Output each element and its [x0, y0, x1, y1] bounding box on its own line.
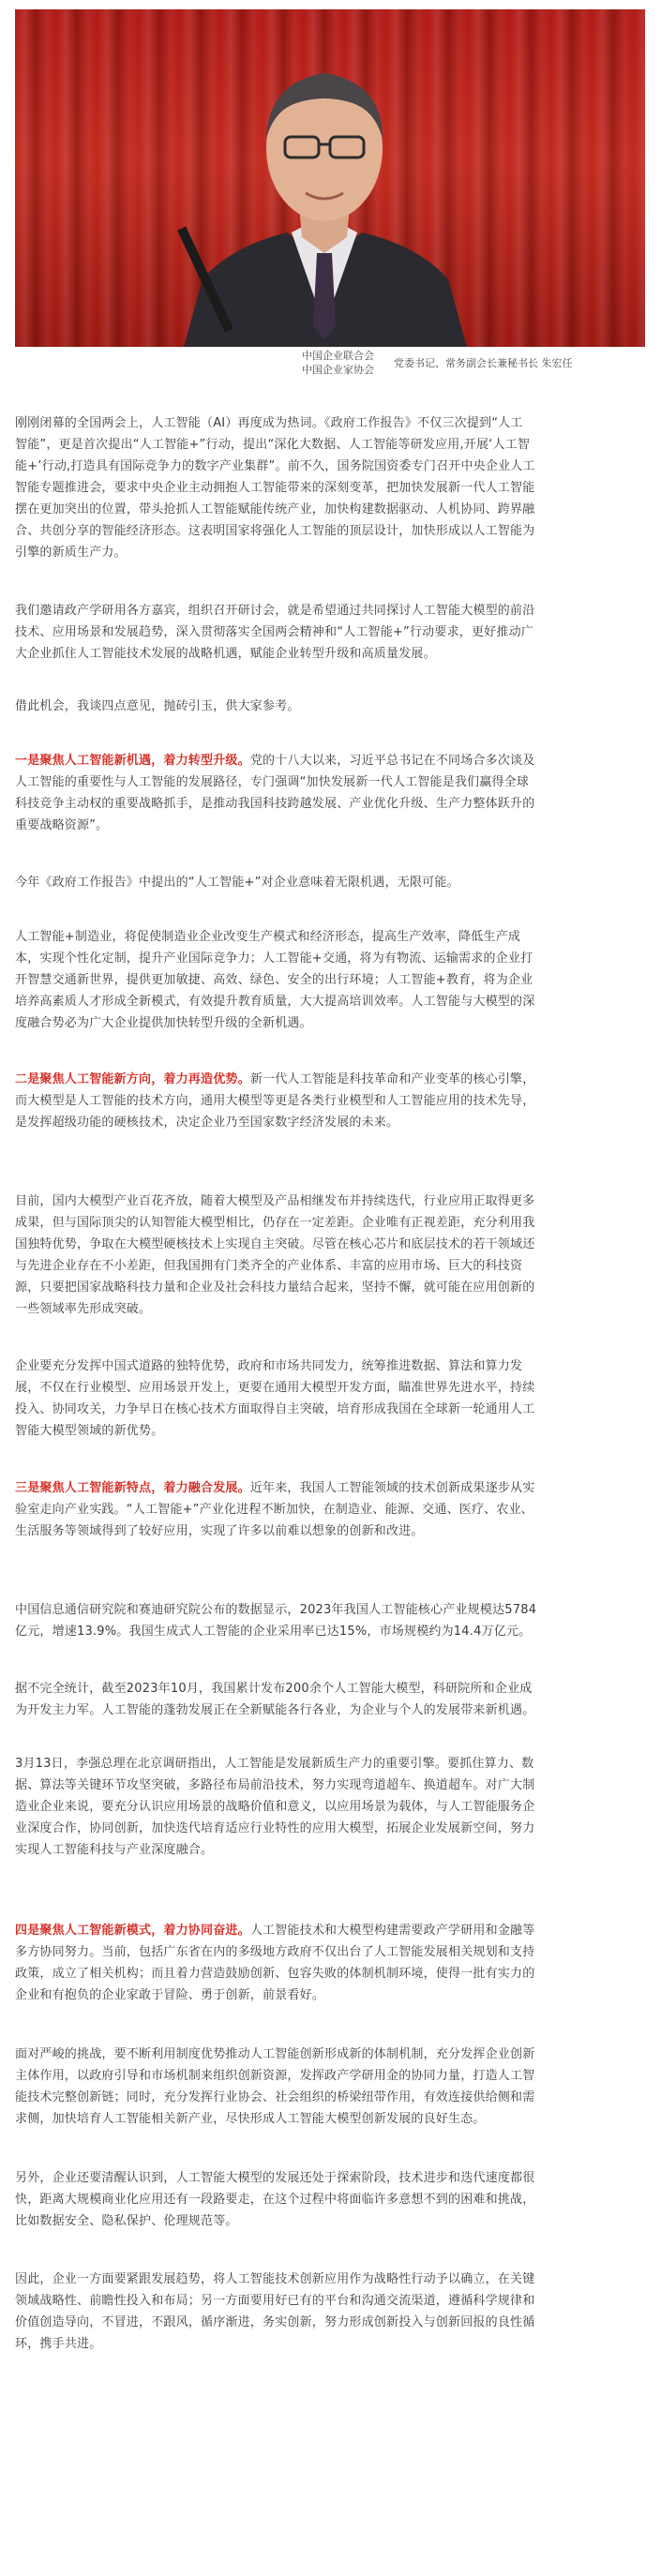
text-line: 主体作用，以政府引导和市场机制来组织创新资源，发挥政产学研用金的协同力量，打造人工智: [15, 2069, 535, 2083]
caption-org-line: 中国企业家协会: [302, 364, 374, 376]
text-line: 企业和有抱负的企业家敢于冒险、勇于创新，前景看好。: [15, 1988, 325, 2002]
paragraph-section-four: [15, 1920, 534, 2006]
text-line: 为开发主力军。人工智能的蓬勃发展正在全新赋能各行各业，为企业与个人的发展带来新机遇。: [15, 1703, 535, 1717]
text-line: 人工智能+制造业，将促使制造业企业改变生产模式和经济形态，提高生产效率，降低生产成: [15, 930, 521, 944]
paragraph: [15, 872, 459, 893]
text-line: 实现人工智能科技与产业深度融合。: [15, 1843, 214, 1857]
text-line: 合、共创分享的智能经济形态。这表明国家将强化人工智能的顶层设计，加快形成以人工智能为: [15, 524, 535, 538]
text-line: 是发挥超级功能的硬核技术，决定企业乃至国家数字经济发展的未来。: [15, 1116, 399, 1130]
text-line: 企业要充分发挥中国式道路的独特优势，政府和市场共同发力，统筹推进数据、算法和算力发: [15, 1359, 523, 1373]
text-line: 多方协同努力。当前，包括广东省在内的多级地方政府不仅出台了人工智能发展相关规划和支持: [15, 1945, 535, 1959]
speaker-photo: [15, 9, 645, 347]
text-line: 开智慧交通新世界，提供更加敏捷、高效、绿色、安全的出行环境；人工智能+教育，将为企业: [15, 973, 533, 987]
photo-caption-organization: [302, 349, 374, 377]
text-line: 摆在更加突出的位置，带头抢抓人工智能赋能传统产业，加快构建数据驱动、人机协同、跨界融: [15, 502, 535, 517]
text-segment: 人工智能技术和大模型构建需要政产学研用和金融等: [249, 1924, 535, 1938]
text-line: 而大模型是人工智能的技术方向，通用大模型等更是各类行业模型和人工智能应用的技术先导，: [15, 1094, 535, 1108]
text-line: 亿元，增速13.9%。我国生成式人工智能的企业采用率已达15%，市场规模约为14.4万亿元。: [15, 1625, 532, 1639]
text-line: [15, 750, 534, 771]
paragraph-section-two: [15, 1069, 534, 1133]
text-line: 投入、协同攻关，力争早日在核心技术方面取得自主突破，培育形成我国在全球新一轮通用人工: [15, 1402, 535, 1416]
text-line: 比如数据安全、隐私保护、伦理规范等。: [15, 2214, 238, 2228]
text-segment: 党的十八大以来，习近平总书记在不同场合多次谈及: [249, 754, 535, 768]
text-segment: 新一代人工智能是科技革命和产业变革的核心引擎，: [249, 1072, 535, 1086]
text-line: 价值创造导向，不冒进，不跟风，循序渐进，务实创新，努力形成创新投入与创新回报的良性循: [15, 2315, 535, 2329]
paragraph: [15, 926, 534, 1034]
text-line: 借此机会，我谈四点意见，抛砖引玉，供大家参考。: [15, 699, 300, 713]
text-line: 政策，成立了相关机构；而且着力营造鼓励创新、包容失败的体制机制环境，使得一批有实力的: [15, 1967, 535, 1981]
text-line: 技术、应用场景和发展趋势，深入贯彻落实全国两会精神和“人工智能+”行动要求，更好推动广: [15, 625, 533, 639]
text-line: 中国信息通信研究院和赛迪研究院公布的数据显示，2023年我国人工智能核心产业规模达5784: [15, 1603, 537, 1617]
text-line: 造业企业来说，要充分认识应用场景的战略价值和意义，以应用场景为载体，与人工智能服务企: [15, 1800, 535, 1814]
text-line: 科技竞争主动权的重要战略抓手，是推动我国科技跨越发展、产业优化升级、生产力整体跃升的: [15, 797, 535, 811]
text-line: 培养高素质人才形成全新模式，有效提升教育质量，大大提高培训效率。人工智能与大模型的深: [15, 995, 535, 1009]
text-line: 智能专题推进会，要求中央企业主动拥抱人工智能带来的深刻变革，把加快发展新一代人工智能: [15, 481, 535, 495]
text-line: 人工智能的重要性与人工智能的发展路径，专门强调“加快发展新一代人工智能是我们赢得全球: [15, 775, 530, 789]
text-line: [15, 1069, 534, 1090]
paragraph-section-three: [15, 1477, 534, 1542]
text-line: 能技术完整创新链；同时，充分发挥行业协会、社会组织的桥梁纽带作用，有效连接供给侧和需: [15, 2090, 535, 2104]
text-line: 目前，国内大模型产业百花齐放，随着大模型及产品相继发布并持续迭代，行业应用正取得更多: [15, 1194, 535, 1208]
text-line: 环，携手共进。: [15, 2337, 102, 2351]
text-line: 因此，企业一方面要紧跟发展趋势，将人工智能技术创新应用作为战略性行动予以确立，在关键: [15, 2272, 535, 2286]
text-segment: 近年来，我国人工智能领域的技术创新成果逐步从实: [249, 1481, 535, 1495]
text-line: 面对严峻的挑战，要不断利用制度优势推动人工智能创新形成新的体制机制，充分发挥企业创新: [15, 2047, 535, 2061]
text-line: 今年《政府工作报告》中提出的“人工智能+”对企业意味着无限机遇，无限可能。: [15, 876, 459, 890]
text-line: 生活服务等领域得到了较好应用，实现了许多以前难以想象的创新和改进。: [15, 1524, 424, 1538]
speaker-figure: [174, 45, 474, 347]
text-line: 一些领域率先形成突破。: [15, 1302, 152, 1316]
paragraph: [15, 2167, 534, 2232]
text-line: 验室走向产业实践。“人工智能+”产业化进程不断加快，在制造业、能源、交通、医疗、农业、: [15, 1503, 533, 1517]
text-line: 国独特优势，争取在大模型硬核技术上实现自主突破。尽管在核心芯片和底层技术的若干领域还: [15, 1237, 535, 1251]
text-line: 成果，但与国际顶尖的认知智能大模型相比，仍存在一定差距。企业唯有正视差距，充分利用我: [15, 1216, 535, 1230]
paragraph: [15, 1599, 536, 1642]
text-line: 业深度合作，协同创新，加快迭代培育适应行业特性的应用大模型，拓展企业发展新空间，努力: [15, 1821, 535, 1835]
text-line: 快，距离大规模商业化应用还有一段路要走，在这个过程中将面临许多意想不到的困难和挑战，: [15, 2193, 535, 2207]
caption-org-line: 中国企业联合会: [302, 350, 374, 362]
text-line: 另外，企业还要清醒认识到，人工智能大模型的发展还处于探索阶段，技术进步和迭代速度都很: [15, 2171, 535, 2185]
section-heading: 三是聚焦人工智能新特点，着力融合发展。: [15, 1481, 250, 1495]
text-line: 领域战略性、前瞻性投入和布局；另一方面要用好已有的平台和沟通交流渠道，遵循科学规律和: [15, 2294, 535, 2308]
text-line: 与先进企业存在不小差距，但我国拥有门类齐全的产业体系、丰富的应用市场、巨大的科技资: [15, 1259, 523, 1273]
paragraph: [15, 2044, 534, 2130]
text-line: 智能”，更是首次提出“人工智能+”行动，提出“深化大数据、人工智能等研发应用,开展‘人工智: [15, 438, 531, 452]
photo-caption-title: 党委书记、常务副会长兼秘书长 朱宏任: [394, 357, 573, 369]
section-heading: 二是聚焦人工智能新方向，着力再造优势。: [15, 1072, 250, 1086]
text-line: 据、算法等关键环节攻坚突破，多路径布局前沿技术，努力实现弯道超车、换道超车。对广大制: [15, 1778, 535, 1792]
text-line: 大企业抓住人工智能技术发展的战略机遇，赋能企业转型升级和高质量发展。: [15, 647, 436, 661]
paragraph: [15, 696, 300, 717]
text-line: 引擎的新质生产力。: [15, 546, 127, 560]
text-line: [15, 1477, 534, 1499]
text-line: 度融合势必为广大企业提供加快转型升级的全新机遇。: [15, 1016, 312, 1030]
text-line: 本，实现个性化定制，提升产业国际竞争力；人工智能+交通，将为有物流、运输需求的企业打: [15, 951, 533, 966]
paragraph: [15, 1355, 534, 1442]
section-heading: 四是聚焦人工智能新模式，着力协同奋进。: [15, 1924, 250, 1938]
paragraph: [15, 1678, 534, 1721]
text-line: 智能大模型领域的新优势。: [15, 1424, 164, 1438]
text-line: 我们邀请政产学研用各方嘉宾，组织召开研讨会，就是希望通过共同探讨人工智能大模型的前沿: [15, 604, 535, 618]
paragraph: [15, 600, 534, 665]
paragraph: [15, 412, 535, 563]
text-line: 展，不仅在行业模型、应用场景开发上，更要在通用大模型开发方面，瞄准世界先进水平，持续: [15, 1381, 535, 1395]
text-line: 据不完全统计，截至2023年10月，我国累计发布200余个人工智能大模型，科研院所和企业成: [15, 1682, 533, 1696]
text-line: [15, 1920, 534, 1941]
text-line: 求侧，加快培育人工智能相关新产业，尽快形成人工智能大模型创新发展的良好生态。: [15, 2112, 486, 2126]
paragraph: [15, 2269, 534, 2355]
section-heading: 一是聚焦人工智能新机遇，着力转型升级。: [15, 754, 250, 768]
paragraph-section-one: [15, 750, 534, 836]
text-line: 源，只要把国家战略科技力量和企业及社会科技力量结合起来，坚持不懈，就可能在应用创新的: [15, 1281, 535, 1295]
text-line: 3月13日，李强总理在北京调研指出，人工智能是发展新质生产力的重要引擎。要抓住算力、数: [15, 1757, 534, 1771]
text-line: 刚刚闭幕的全国两会上，人工智能（AI）再度成为热词。《政府工作报告》不仅三次提到“人工: [15, 416, 523, 430]
text-line: 能+’行动,打造具有国际竞争力的数字产业集群”。前不久，国务院国资委专门召开中央企业人工: [15, 459, 535, 473]
paragraph: [15, 1753, 534, 1861]
text-line: 重要战略资源”。: [15, 818, 109, 832]
paragraph: [15, 1191, 534, 1320]
